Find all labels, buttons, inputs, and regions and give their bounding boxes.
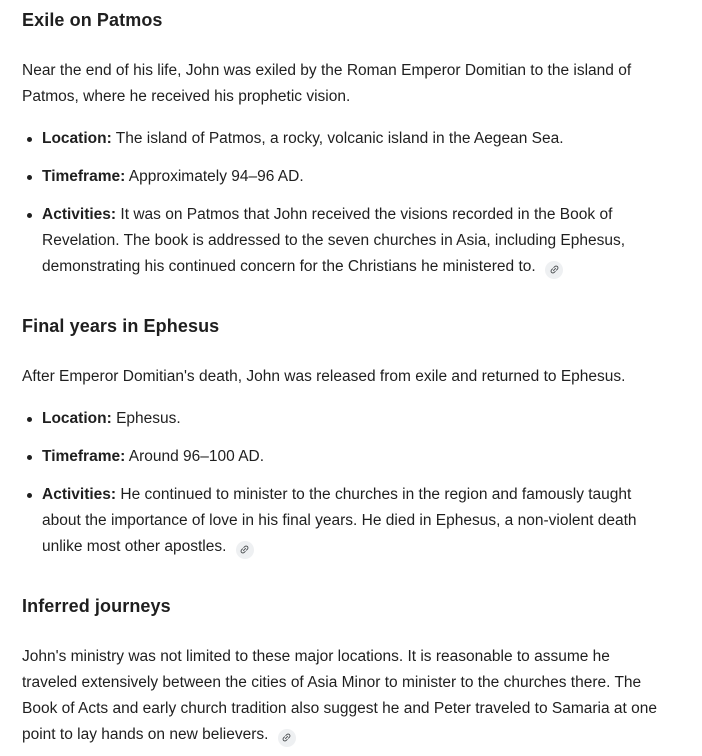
bullet-label: Activities:	[42, 486, 117, 503]
list-item	[22, 482, 666, 560]
bullet-text: Ephesus.	[116, 410, 181, 427]
citation-chip[interactable]	[545, 261, 563, 279]
bullet-list	[22, 406, 666, 560]
bullet-label: Timeframe:	[42, 448, 126, 465]
link-icon	[281, 732, 292, 743]
section-heading: Inferred journeys	[22, 596, 171, 616]
section-exile-on-patmos	[22, 8, 666, 280]
section-intro: After Emperor Domitian's death, John was released from exile and returned to Ephesus.	[22, 368, 626, 385]
citation-chip[interactable]	[278, 729, 296, 747]
citation-chip[interactable]	[236, 541, 254, 559]
bullet-text: Around 96–100 AD.	[128, 448, 265, 465]
list-item	[22, 444, 666, 470]
bullet-text: It was on Patmos that John received the visions recorded in the Book of Revelation. The book is addressed to the seven churches in Asia, including Ephesus, demonstrating his continued concern for the Christians he ministered to.	[42, 206, 626, 275]
bullet-label: Location:	[42, 130, 112, 147]
list-item	[22, 126, 666, 152]
bullet-label: Timeframe:	[42, 168, 126, 185]
section-intro-text: John's ministry was not limited to these major locations. It is reasonable to assume he traveled extensively between the cities of Asia Minor to minister to the churches there. The Book of Acts and early church tradition also suggest he and Peter traveled to Samaria at one point to lay hands on new believers.	[22, 648, 658, 743]
list-item	[22, 406, 666, 432]
list-item	[22, 164, 666, 190]
section-intro	[22, 644, 666, 748]
section-heading: Final years in Ephesus	[22, 316, 220, 336]
list-item	[22, 202, 666, 280]
bullet-text: He continued to minister to the churches in the region and famously taught about the importance of love in his final years. He died in Ephesus, a non-violent death unlike most other apostles.	[42, 486, 637, 555]
link-icon	[549, 264, 560, 275]
section-heading: Exile on Patmos	[22, 10, 163, 30]
bullet-text: The island of Patmos, a rocky, volcanic island in the Aegean Sea.	[115, 130, 564, 147]
section-intro: Near the end of his life, John was exiled by the Roman Emperor Domitian to the island of Patmos, where he received his prophetic vision.	[22, 62, 632, 105]
bullet-text: Approximately 94–96 AD.	[128, 168, 304, 185]
section-final-years-in-ephesus	[22, 314, 666, 560]
bullet-list	[22, 126, 666, 280]
section-inferred-journeys	[22, 594, 666, 748]
bullet-label: Activities:	[42, 206, 117, 223]
link-icon	[239, 544, 250, 555]
bullet-label: Location:	[42, 410, 112, 427]
